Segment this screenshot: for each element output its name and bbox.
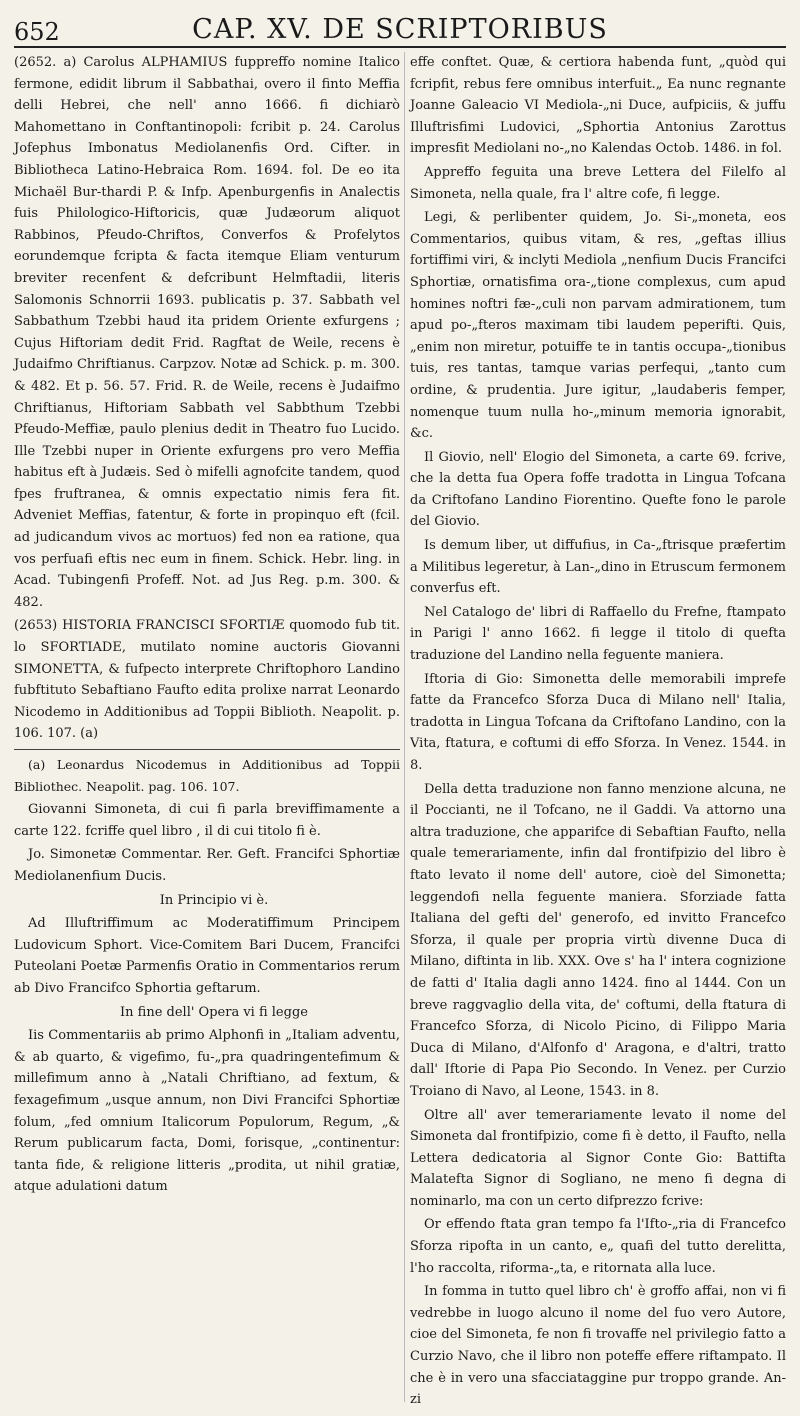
filelfo-intro: Appreffo feguita una breve Lettera del Filelfo al Simoneta, nella quale, fra l' altre cofe, fi legge. — [410, 164, 786, 202]
fresne-catalogue: Nel Catalogo de' libri di Raffaello du Frefne, ftampato in Parigi l' anno 1662. fi legge il titolo di quefta traduzione del Landino nella feguente maniera. — [410, 604, 786, 664]
entry-2652: (2652. a) Carolus ALPHAMIUS fuppreffo nomine Italico fermone, edidit librum il Sabbathai, overo il finto Meffia delli Hebrei, che nell' anno 1666. fi dichiarò Mahomettano in Conftantinopoli: fcribit p. 24. Carolus Jofephus Imbonatus Mediolanenfis Ord. Cifter. in Bibliotheca Latino-Hebraica Rom. 1694. fol. De eo ita Michaël Bur-thardi P. & Infp. Apenburgenfis in Analectis fuis Philologico-Hiftoricis, quæ Judæorum aliquot Rabbinos, Pfeudo-Chriftos, Converfos & Profelytos eorundemque fcripta & facta itemque Eliam venturum breviter recenfent & defcribunt Helmftadii, literis Salomonis Schnorrii 1693. publicatis p. 37. Sabbath vel Sabbathum Tzebbi haud ita pridem Oriente exfurgens ; Cujus Hiftoriam dedit Frid. Ragftat de Weile, recens è Judaifmo Chriftianus. Carpzov. Notæ ad Schick. p. m. 300. & 482. Et p. 56. 57. Frid. R. de Weile, recens è Judaifmo Chriftianus, Hiftoriam Sabbath vel Sabbthum Tzebbi Pfeudo-Meffiæ, paulo plenius dedit in Theatro fuo Lucido. Ille Tzebbi nuper in Oriente exfurgens pro vero Meffia habitus eft à Judæis. Sed ò mifelli agnofcite tandem, quod fpes fruftranea, & omnis expectatio nimis fera fit. Adveniet Meffias, fatentur, & forte in propinquo eft (fcil. ad judicandum vivos ac mortuos) fed non ea ratione, qua vos perfuafi eftis nec eum in finem. Schick. Hebr. ling. in Acad. Tubingenfi Profeff. Not. ad Jus Reg. p.m. 300. & 482. — [14, 55, 400, 610]
footnote-a: (a) Leonardus Nicodemus in Additionibus ad Toppii Bibliothec. Neapolit. pag. 106. 107. — [14, 757, 400, 794]
footnote-rule — [14, 749, 400, 750]
fausto-note: Oltre all' aver temerariamente levato il nome del Simoneta dal frontifpizio, come fi è detto, il Faufto, nella Lettera dedicatoria al Signor Conte Gio: Battifta Malatefta Signor di Sogliano, ne meno fi degna di nominarlo, ma con un certo difprezzo fcrive: — [410, 1107, 786, 1209]
giovio-quote: Is demum liber, ut diffufius, in Ca-„ftrisque præfertim a Militibus legeretur, à Lan-„dino in Etruscum fermonem converfus eft. — [410, 538, 786, 597]
book-title: Jo. Simonetæ Commentar. Rer. Geft. Francifci Sphortiæ Mediolanenfium Ducis. — [14, 847, 400, 884]
right-column — [410, 52, 786, 1413]
left-column — [14, 52, 400, 1200]
page-number: 652 — [14, 18, 60, 46]
filelfo-quote: Legi, & perlibenter quidem, Jo. Si-„moneta, eos Commentarios, quibus vitam, & res, „geftas illius fortiffimi viri, & inclyti Mediola „nenfium Ducis Francifci Sphortiæ, ornatisfima ora-„tione complexus, cum apud homines noftri fæ-„culi non parvam admirationem, tum apud po-„fteros maximam tibi laudem peperifti. Quis, „enim non miretur, potuiffe te in tantis occupa-„tionibus tuis, res tantas, tamque varias perfequi, „tanto cum ordine, & prudentia. Jure igitur, „laudaberis femper, nomenque tuum nulla ho-„minum memoria ignorabit, &c. — [410, 210, 786, 442]
giovio-note: Il Giovio, nell' Elogio del Simoneta, a carte 69. fcrive, che la detta fua Opera foffe tradotta in Lingua Tofcana da Criftofano Landino Fiorentino. Quefte fono le parole del Giovio. — [410, 449, 786, 530]
quote-continued: effe conftet. Quæ, & certiora habenda funt, „quòd qui fcripfit, rebus fere omnibus interfuit.„ Ea nunc regnante Joanne Galeacio VI Mediola-„ni Duce, aufpiciis, & juffu Illuftrisfimi Ludovici, „Sphortia Antonius Zarottus impresfit Mediolani no-„no Kalendas Octob. 1486. in fol. — [410, 55, 786, 157]
column-divider — [404, 52, 405, 1402]
translation-note: Della detta traduzione non fanno menzione alcuna, ne il Poccianti, ne il Tofcano, ne il Gaddi. Va attorno una altra traduzione, che apparifce di Sebaftian Faufto, nella quale temerariamente, infin dal frontifpizio del libro è ftato levato il nome dell' autore, cioè del Simonetta; leggendofi nella feguente maniera. Sforziade fatta Italiana del gefti del' generofo, ed invitto Francefco Sforza, il quale per propria virtù divenne Duca di Milano, diftinta in lib. XXX. Ove s' ha l' intera cognizione de fatti d' Italia dagli anno 1424. fino al 1444. Con un breve raggvaglio della vita, de' coftumi, della ftatura di Francefco Sforza, di Nicolo Picino, di Filippo Maria Duca di Milano, d'Alfonfo d' Aragona, e d'altri, tratto dall' Iftorie di Papa Pio Secondo. In Venez. per Curzio Troiano di Navo, al Leone, 1543. in 8. — [410, 781, 786, 1099]
page-header — [14, 6, 786, 46]
dedication: Ad Illuftriffimum ac Moderatiffimum Principem Ludovicum Sphort. Vice-Comitem Bari Ducem, Francifci Puteolani Poetæ Parmenfis Oratio in Commentarios rerum ab Divo Francifco Sphortia geftarum. — [14, 916, 400, 996]
in-principio: In Principio vi è. — [159, 892, 269, 908]
entry-2653: (2653) HISTORIA FRANCISCI SFORTIÆ quomodo fub tit. lo SFORTIADE, mutilato nomine auctoris Giovanni SIMONETTA, & fufpecto interprete Chriftophoro Landino fubftituto Sebaftiano Faufto edita prolixe narrat Leonardo Nicodemo in Additionibus ad Toppii Biblioth. Neapolit. p. 106. 107. (a) — [14, 618, 400, 742]
running-head: CAP. XV. DE SCRIPTORIBUS — [192, 14, 608, 45]
quote-commentarii: Iis Commentariis ab primo Alphonfi in „Italiam adventu, & ab quarto, & vigefimo, fu-„pra quadringentefimum & millefimum anno à „Natali Chriftiano, ad fextum, & fexagefimum „usque annum, non Divi Francifci Sphortiæ folum, „fed omnium Italicorum Populorum, Regum, „& Rerum publicarum facta, Domi, forisque, „continentur: tanta fide, & religione litteris „prodita, ut nihil gratiæ, atque adulationi datum — [14, 1028, 400, 1195]
closing-remark: In fomma in tutto quel libro ch' è groffo affai, non vi fi vedrebbe in luogo alcuno il nome del fuo vero Autore, cioe del Simoneta, fe non fi trovaffe nel privilegio fatto a Curzio Navo, che il libro non poteffe effere riftampato. Il che è in vero una sfacciataggine pur troppo grande. An-zi — [410, 1284, 786, 1408]
fausto-quote: Or effendo ftata gran tempo fa l'Ifto-„ria di Francefco Sforza ripofta in un canto, e„ quafi del tutto derelitta, l'ho raccolta, riforma-„ta, e ritornata alla luce. — [410, 1217, 786, 1276]
header-rule — [14, 46, 786, 48]
istoria-title: Iftoria di Gio: Simonetta delle memorabili imprefe fatte da Francefco Sforza Duca di Milano nell' Italia, tradotta in Lingua Tofcana da Criftofano Landino, con la Vita, ftatura, e coftumi di effo Sforza. In Venez. 1544. in 8. — [410, 671, 786, 773]
paragraph-simoneta: Giovanni Simoneta, di cui fi parla breviffimamente a carte 122. fcriffe quel libro , il di cui titolo fi è. — [14, 802, 400, 839]
in-fine: In fine dell' Opera vi fi legge — [120, 1004, 308, 1020]
